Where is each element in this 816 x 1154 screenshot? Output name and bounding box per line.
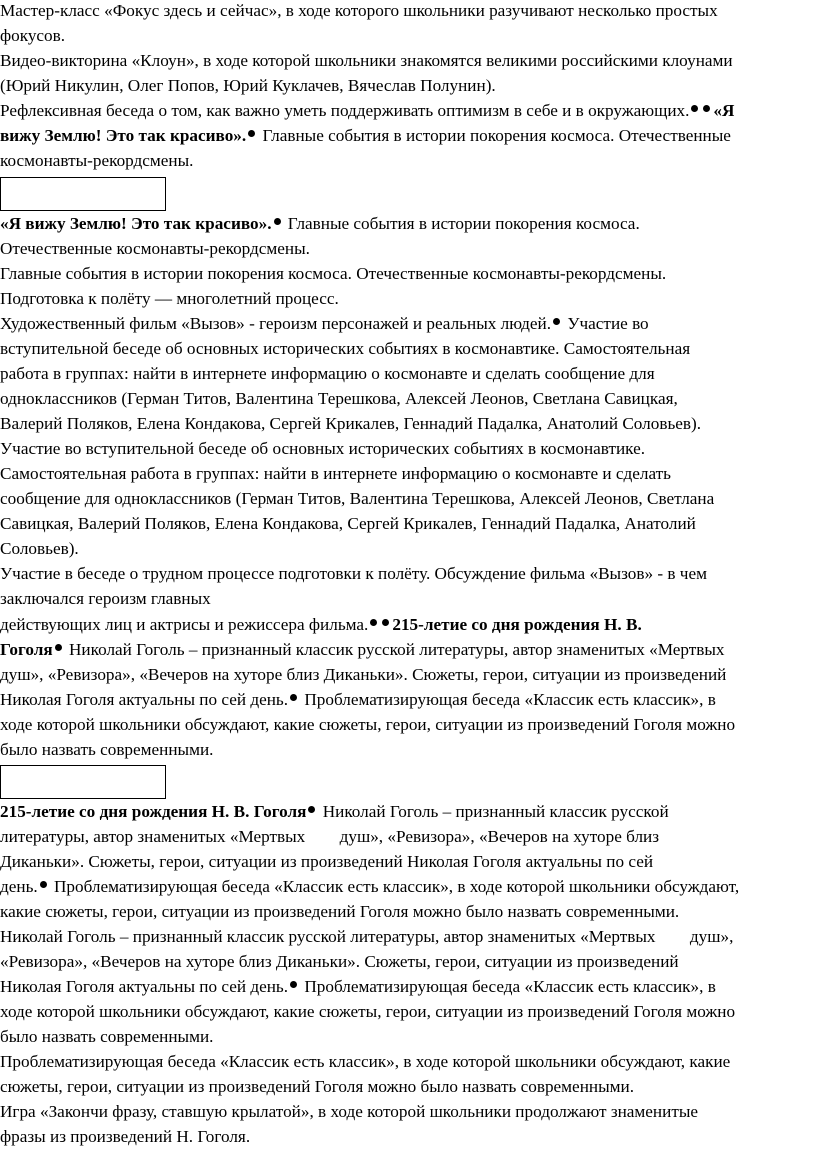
bullet-icon [248,130,255,137]
bullet-icon [370,619,377,626]
empty-text-box [0,177,166,211]
text-line: «Ревизора», «Вечеров на хуторе близ Диканьки». Сюжеты, герои, ситуации из произведений [0,952,679,971]
text-line: 215-летие со дня рождения Н. В. Гоголя Николай Гоголь – признанный классик русской [0,802,669,821]
text-line: ходе которой школьники обсуждают, какие сюжеты, герои, ситуации из произведений Гоголя можно [0,1002,736,1021]
text-line: Самостоятельная работа в группах: найти в интернете информацию о космонавте и сделать [0,464,672,483]
text-line: космонавты-рекордсмены. [0,151,194,170]
bullet-icon [553,318,560,325]
text-line: было назвать современными. [0,1027,214,1046]
bullet-icon [691,105,698,112]
text-line: Гоголя Николай Гоголь – признанный классик русской литературы, автор знаменитых «Мертвых [0,640,725,659]
text-line: Рефлексивная беседа о том, как важно уметь поддерживать оптимизм в себе и в окружающих. «Я [0,101,735,120]
text-line: Участие во вступительной беседе об основных исторических событиях в космонавтике. [0,439,646,458]
text-line: день. Проблематизирующая беседа «Классик есть классик», в ходе которой школьники обсуждают, [0,877,740,896]
text-line: заключался героизм главных [0,589,211,608]
text-line: (Юрий Никулин, Олег Попов, Юрий Куклачев, Вячеслав Полунин). [0,76,496,95]
text-line: Участие в беседе о трудном процессе подготовки к полёту. Обсуждение фильма «Вызов» - в чем [0,564,707,583]
text-line: Мастер-класс «Фокус здесь и сейчас», в ходе которого школьники разучивают несколько простых [0,1,718,20]
text-line: Подготовка к полёту — многолетний процесс. [0,289,339,308]
bullet-icon [290,981,297,988]
text-line: действующих лиц и актрисы и режиссера фильма. 215-летие со дня рождения Н. В. [0,615,642,634]
bullet-icon [703,105,710,112]
text-line: фокусов. [0,26,66,45]
text-line: Видео-викторина «Клоун», в ходе которой школьники знакомятся великими российскими клоунами [0,51,733,70]
text-line: какие сюжеты, герои, ситуации из произведений Гоголя можно было назвать современными. [0,902,680,921]
text-line: душ», «Ревизора», «Вечеров на хуторе близ Диканьки». Сюжеты, герои, ситуации из произведений [0,665,727,684]
text-line: было назвать современными. [0,740,214,759]
text-line: «Я вижу Землю! Это так красиво». Главные события в истории покорения космоса. [0,214,640,233]
text-line: работа в группах: найти в интернете информацию о космонавте и сделать сообщение для [0,364,655,383]
text-line: Соловьев). [0,539,79,558]
text-line: Николая Гоголя актуальны по сей день. Проблематизирующая беседа «Классик есть классик», в [0,977,716,996]
bullet-icon [40,881,47,888]
text-line: Савицкая, Валерий Поляков, Елена Кондакова, Сергей Крикалев, Геннадий Падалка, Анатолий [0,514,696,533]
text-line: вступительной беседе об основных исторических событиях в космонавтике. Самостоятельная [0,339,691,358]
text-line: Главные события в истории покорения космоса. Отечественные космонавты-рекордсмены. [0,264,667,283]
text-line: Николая Гоголя актуальны по сей день. Проблематизирующая беседа «Классик есть классик», в [0,690,716,709]
text-line: сообщение для одноклассников (Герман Титов, Валентина Терешкова, Алексей Леонов, Светлана [0,489,715,508]
text-line: сюжеты, герои, ситуации из произведений Гоголя можно было назвать современными. [0,1077,635,1096]
text-line: фразы из произведений Н. Гоголя. [0,1127,251,1146]
text-line: ходе которой школьники обсуждают, какие сюжеты, герои, ситуации из произведений Гоголя можно [0,715,736,734]
bullet-icon [274,218,281,225]
bullet-icon [308,806,315,813]
bullet-icon [55,644,62,651]
empty-text-box [0,765,166,799]
text-line: Диканьки». Сюжеты, герои, ситуации из произведений Николая Гоголя актуальны по сей [0,852,654,871]
bullet-icon [382,619,389,626]
text-line: Отечественные космонавты-рекордсмены. [0,239,310,258]
text-line: Валерий Поляков, Елена Кондакова, Сергей Крикалев, Геннадий Падалка, Анатолий Соловьев). [0,414,702,433]
text-line: Игра «Закончи фразу, ставшую крылатой», в ходе которой школьники продолжают знаменитые [0,1102,699,1121]
text-line: Николай Гоголь – признанный классик русской литературы, автор знаменитых «Мертвых душ», [0,927,734,946]
text-line: литературы, автор знаменитых «Мертвых душ», «Ревизора», «Вечеров на хуторе близ [0,827,660,846]
text-line: Проблематизирующая беседа «Классик есть классик», в ходе которой школьники обсуждают, какие [0,1052,731,1071]
text-line: Художественный фильм «Вызов» - героизм персонажей и реальных людей. Участие во [0,314,649,333]
bullet-icon [290,694,297,701]
text-line: вижу Землю! Это так красиво». Главные события в истории покорения космоса. Отечественные [0,126,731,145]
text-line: одноклассников (Герман Титов, Валентина Терешкова, Алексей Леонов, Светлана Савицкая, [0,389,678,408]
